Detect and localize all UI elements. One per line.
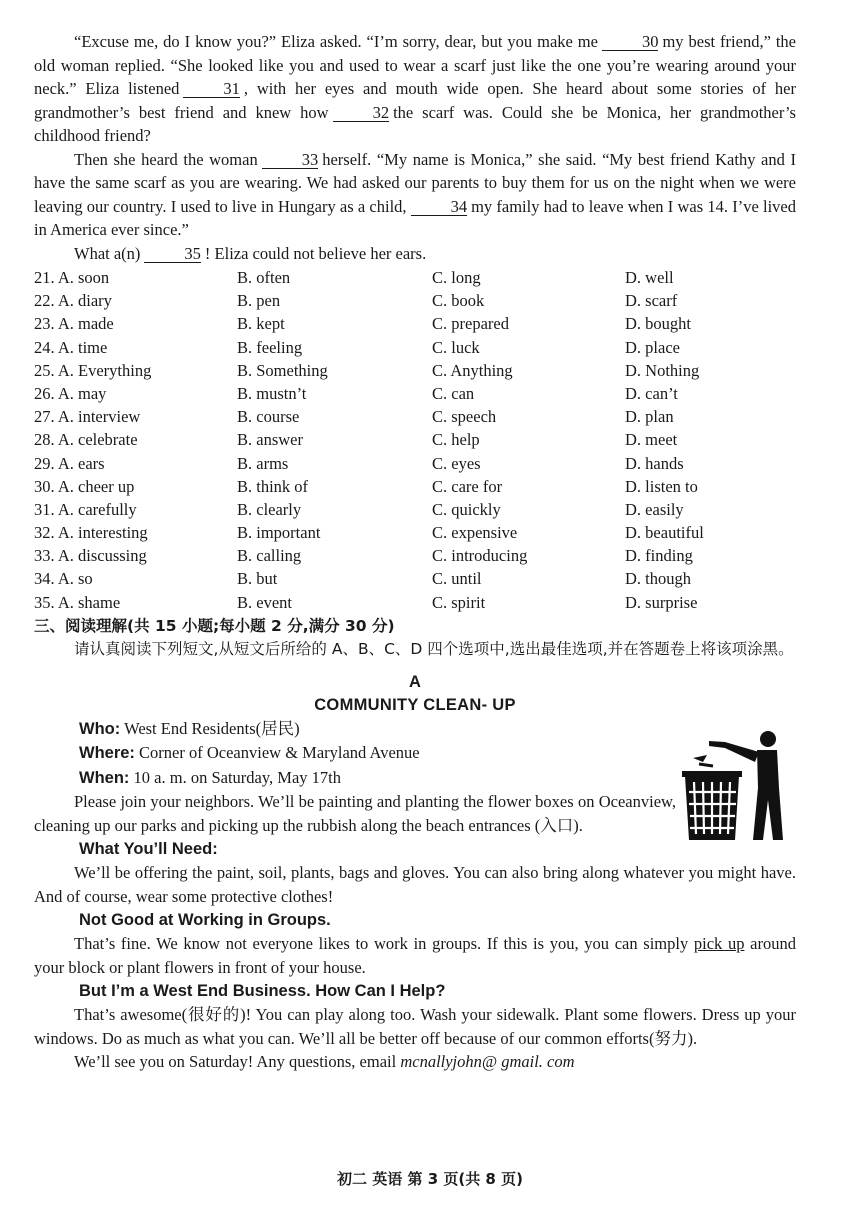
cloze-text: my family had to leave when I was 14. I’ve lived in America ever since.”: [34, 196, 796, 239]
option-c: C. can: [432, 383, 475, 403]
option-b: B. feeling: [237, 337, 303, 357]
option-b: B. important: [237, 523, 321, 543]
option-c: C. book: [432, 291, 485, 311]
pick-up-phrase: pick up: [693, 934, 745, 954]
option-a: 23. A. made: [34, 314, 114, 334]
cloze-text: herself. “My name is Monica,” she said. “My best friend Kathy and I have the same scarf as you are wearing. We had asked our parents to buy them for us on the night when we were leaving our country. I used to live in Hungary as a child,: [34, 149, 796, 216]
option-b: B. calling: [237, 546, 302, 566]
option-d: D. surprise: [625, 592, 698, 612]
option-row: [34, 428, 796, 451]
blank-35: 35: [144, 246, 201, 263]
option-a: 28. A. celebrate: [34, 430, 138, 450]
groups-text: That’s fine. We know not everyone likes to work in groups. If this is you, you can simply: [74, 934, 689, 954]
cloze-text: ! Eliza could not believe her ears.: [204, 243, 427, 263]
option-row: [34, 544, 796, 567]
business-paragraph: That’s awesome(很好的)! You can play along too. Wash your sidewalk. Plant some flowers. Dress up your windows. Do as much as what you can. We’ll all be better off because of our common efforts(努力).: [34, 1005, 796, 1048]
passage-title: COMMUNITY CLEAN- UP: [314, 695, 516, 714]
option-b: B. often: [237, 268, 291, 287]
option-c: C. until: [432, 569, 482, 589]
option-c: C. speech: [432, 407, 497, 427]
option-d: D. Nothing: [625, 360, 700, 380]
option-row: [34, 591, 796, 614]
section-heading: 三、阅读理解(共 15 小题;每小题 2 分,满分 30 分): [34, 616, 395, 635]
option-row: [34, 359, 796, 382]
option-row: [34, 289, 796, 312]
option-b: B. clearly: [237, 499, 302, 519]
need-heading: What You’ll Need:: [79, 840, 218, 859]
where-value: Corner of Oceanview & Maryland Avenue: [139, 743, 420, 763]
option-d: D. finding: [625, 546, 693, 566]
option-b: B. answer: [237, 430, 303, 450]
option-b: B. event: [237, 592, 292, 612]
option-d: D. beautiful: [625, 523, 704, 543]
option-c: C. luck: [432, 337, 480, 357]
option-c: C. prepared: [432, 314, 509, 334]
section-instruction: 请认真阅读下列短文,从短文后所给的 A、B、C、D 四个选项中,选出最佳选项,并在答题卷上将该项涂黑。: [74, 639, 794, 658]
passage-letter: A: [409, 672, 421, 691]
option-a: 29. A. ears: [34, 453, 105, 473]
option-a: 35. A. shame: [34, 592, 121, 612]
option-a: 25. A. Everything: [34, 360, 152, 380]
cloze-paragraph-3: [34, 242, 796, 266]
closing-paragraph: [34, 1050, 796, 1074]
option-a: 22. A. diary: [34, 291, 112, 311]
contact-email: mcnallyjohn@ gmail. com: [400, 1052, 575, 1072]
option-c: C. long: [432, 268, 481, 287]
option-b: B. arms: [237, 453, 289, 473]
need-paragraph: We’ll be offering the paint, soil, plants, bags and gloves. You can also bring along whatever you might have. And of course, wear some protective clothes!: [34, 863, 796, 906]
option-b: B. kept: [237, 314, 285, 334]
option-row: [34, 498, 796, 521]
option-a: 34. A. so: [34, 569, 93, 589]
cloze-text: Then she heard the woman: [74, 149, 258, 169]
option-d: D. scarf: [625, 291, 678, 311]
option-a: 33. A. discussing: [34, 546, 147, 566]
option-d: D. bought: [625, 314, 691, 334]
option-c: C. Anything: [432, 360, 513, 380]
option-c: C. care for: [432, 476, 503, 496]
groups-paragraph: [34, 932, 796, 979]
option-d: D. well: [625, 268, 674, 287]
cloze-text: the scarf was. Could she be Monica, her grandmother’s childhood friend?: [34, 102, 796, 145]
cloze-text: my best friend,” the old woman replied. “She looked like you and used to wear a scarf just like the one you’re wearing around your neck.” Eliza listened: [34, 32, 796, 98]
cloze-text: “Excuse me, do I know you?” Eliza asked. “I’m sorry, dear, but you make me: [74, 32, 598, 51]
option-row: [34, 405, 796, 428]
cloze-paragraph-2: [34, 148, 796, 242]
when-label: When:: [79, 768, 130, 787]
who-value: West End Residents(居民): [124, 718, 300, 738]
who-label: Who:: [79, 719, 121, 738]
option-d: D. can’t: [625, 383, 678, 403]
option-a: 24. A. time: [34, 337, 108, 357]
option-c: C. expensive: [432, 523, 518, 543]
option-row: [34, 266, 796, 289]
option-d: D. hands: [625, 453, 684, 473]
option-a: 31. A. carefully: [34, 499, 137, 519]
option-a: 21. A. soon: [34, 268, 110, 287]
option-c: C. help: [432, 430, 480, 450]
option-c: C. introducing: [432, 546, 528, 566]
when-value: 10 a. m. on Saturday, May 17th: [133, 767, 341, 787]
option-row: [34, 452, 796, 475]
option-d: D. meet: [625, 430, 678, 450]
blank-32: 32: [333, 105, 390, 122]
option-a: 30. A. cheer up: [34, 476, 135, 496]
option-row: [34, 382, 796, 405]
business-heading: But I’m a West End Business. How Can I Help?: [79, 982, 446, 1001]
cloze-paragraph-1: [34, 30, 796, 148]
option-b: B. think of: [237, 476, 309, 496]
blank-34: 34: [411, 199, 468, 216]
option-d: D. listen to: [625, 476, 698, 496]
groups-text: around your block or plant flowers in front of your house.: [34, 934, 796, 977]
groups-heading: Not Good at Working in Groups.: [79, 911, 331, 930]
option-a: 32. A. interesting: [34, 523, 148, 543]
option-d: D. though: [625, 569, 691, 589]
cloze-text: , with her eyes and mouth wide open. She heard about some stories of her grandmother’s best friend and knew how: [34, 79, 796, 122]
option-c: C. quickly: [432, 499, 501, 519]
cloze-text: What a(n): [74, 243, 141, 263]
blank-31: 31: [183, 81, 240, 98]
blank-30: 30: [602, 34, 659, 51]
option-c: C. spirit: [432, 592, 486, 612]
option-c: C. eyes: [432, 453, 481, 473]
option-row: [34, 521, 796, 544]
option-d: D. place: [625, 337, 680, 357]
option-b: B. but: [237, 569, 278, 589]
page-content: [34, 30, 796, 1074]
option-d: D. easily: [625, 499, 684, 519]
intro-paragraph: Please join your neighbors. We’ll be painting and planting the flower boxes on Oceanview, cleaning up our parks and picking up the rubbish along the beach entrances (入口).: [34, 792, 676, 835]
option-a: 26. A. may: [34, 383, 107, 403]
where-label: Where:: [79, 744, 135, 763]
option-row: [34, 567, 796, 590]
blank-33: 33: [262, 152, 319, 169]
option-b: B. course: [237, 407, 300, 427]
option-a: 27. A. interview: [34, 407, 141, 427]
options-table: [34, 266, 796, 614]
closing-text: We’ll see you on Saturday! Any questions, email: [74, 1052, 397, 1072]
option-b: B. pen: [237, 291, 281, 311]
option-d: D. plan: [625, 407, 674, 427]
page-footer: 初二 英语 第 3 页(共 8 页): [337, 1170, 523, 1188]
option-row: [34, 312, 796, 335]
option-row: [34, 336, 796, 359]
option-row: [34, 475, 796, 498]
litter-bin-icon: [665, 728, 795, 848]
option-b: B. mustn’t: [237, 383, 307, 403]
option-b: B. Something: [237, 360, 328, 380]
